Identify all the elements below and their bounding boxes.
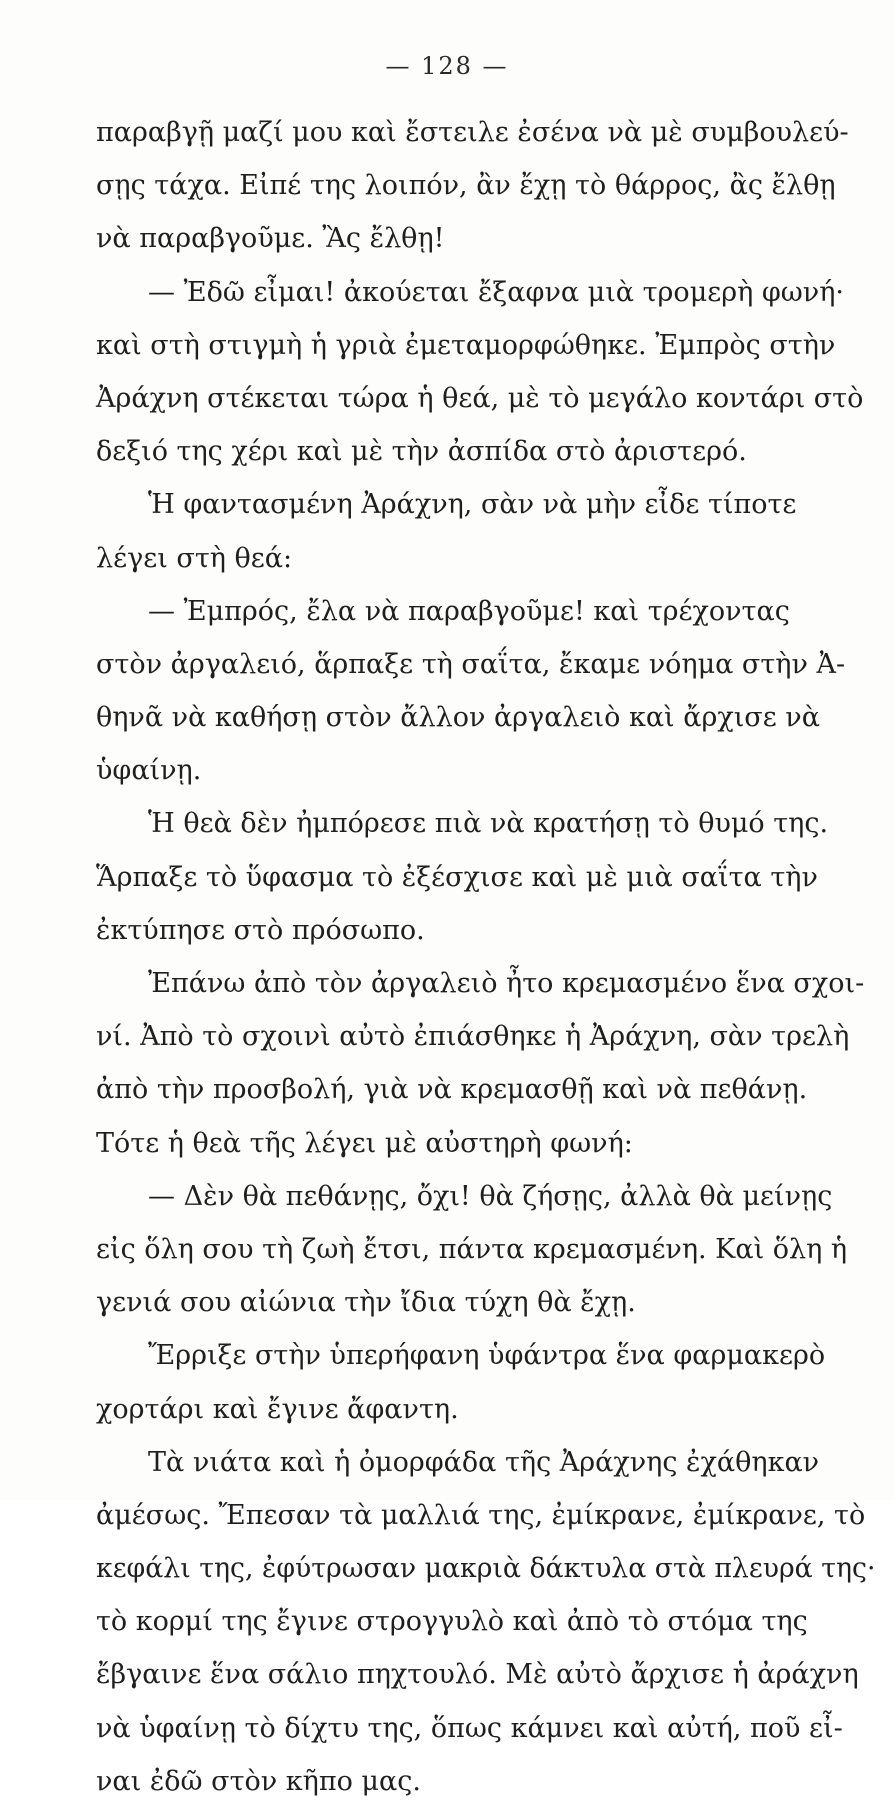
text-line: Ἀράχνη στέκεται τώρα ἡ θεά, μὲ τὸ μεγάλο κοντάρι στὸ [96, 382, 864, 414]
text-line: Ἐπάνω ἀπὸ τὸν ἀργαλειὸ ἦτο κρεμασμένο ἕνα σχοι- [148, 968, 865, 999]
text-line: — Ἐμπρός, ἔλα νὰ παραβγοῦμε! καὶ τρέχοντας [148, 595, 790, 627]
text-line: ἔβγαινε ἕνα σάλιο πηχτουλό. Μὲ αὐτὸ ἄρχισε ἡ ἀράχνη [96, 1659, 859, 1691]
page-number: — 128 — [385, 52, 509, 80]
text-line: παραβγῇ μαζί μου καὶ ἔστειλε ἐσένα νὰ μὲ συμβουλεύ- [96, 117, 849, 148]
text-line: σῃς τάχα. Εἰπέ της λοιπόν, ἂν ἔχῃ τὸ θάρρος, ἂς ἔλθῃ [96, 170, 836, 202]
text-line: Ἡ θεὰ δὲν ἠμπόρεσε πιὰ νὰ κρατήσῃ τὸ θυμό της. [148, 808, 829, 840]
body-text [96, 106, 876, 1808]
text-line: κεφάλι της, ἐφύτρωσαν μακριὰ δάκτυλα στὰ πλευρά της· [96, 1553, 876, 1585]
text-line: ἀπὸ τὴν προσβολή, γιὰ νὰ κρεμασθῇ καὶ νὰ πεθάνῃ. [96, 1074, 808, 1106]
text-line: Τὰ νιάτα καὶ ἡ ὀμορφάδα τῆς Ἀράχνης ἐχάθηκαν [148, 1446, 820, 1478]
text-line: ναι ἐδῶ στὸν κῆπο μας. [96, 1765, 421, 1797]
text-line: — Ἐδῶ εἶμαι! ἀκούεται ἔξαφνα μιὰ τρομερὴ φωνή· [148, 276, 844, 308]
text-line: Ἡ φαντασμένη Ἀράχνη, σὰν νὰ μὴν εἶδε τίποτε [148, 489, 797, 521]
text-line: ἀμέσως. Ἔπεσαν τὰ μαλλιά της, ἐμίκρανε, ἐμίκρανε, τὸ [96, 1499, 866, 1531]
text-line: καὶ στὴ στιγμὴ ἡ γριὰ ἐμεταμορφώθηκε. Ἐμπρὸς στὴν [96, 329, 836, 361]
text-line: νὰ παραβγοῦμε. Ἂς ἔλθῃ! [96, 223, 445, 255]
text-line: — Δὲν θὰ πεθάνῃς, ὄχι! θὰ ζήσῃς, ἀλλὰ θὰ μείνῃς [148, 1180, 833, 1212]
text-line: γενιά σου αἰώνια τὴν ἴδια τύχη θὰ ἔχῃ. [96, 1287, 636, 1319]
text-line: θηνᾶ νὰ καθήσῃ στὸν ἄλλον ἀργαλειὸ καὶ ἄρχισε νὰ [96, 702, 820, 734]
text-line: τὸ κορμί της ἔγινε στρογγυλὸ καὶ ἀπὸ τὸ στόμα της [96, 1606, 808, 1638]
text-line: δεξιό της χέρι καὶ μὲ τὴν ἀσπίδα στὸ ἀριστερό. [96, 436, 747, 468]
text-line: στὸν ἀργαλειό, ἅρπαξε τὴ σαΐτα, ἔκαμε νόημα στὴν Ἀ- [96, 648, 846, 680]
text-line: Ἔρριξε στὴν ὑπερήφανη ὑφάντρα ἕνα φαρμακερὸ [148, 1340, 826, 1372]
text-line: νὰ ὑφαίνῃ τὸ δίχτυ της, ὅπως κάμνει καὶ αὐτή, ποῦ εἶ- [96, 1712, 843, 1744]
text-line: χορτάρι καὶ ἔγινε ἄφαντη. [96, 1393, 459, 1425]
text-line: ὑφαίνῃ. [96, 755, 202, 787]
text-line: νί. Ἀπὸ τὸ σχοινὶ αὐτὸ ἐπιάσθηκε ἡ Ἀράχνη, σὰν τρελὴ [96, 1021, 850, 1053]
text-line: εἰς ὅλη σου τὴ ζωὴ ἔτσι, πάντα κρεμασμένη. Καὶ ὅλη ἡ [96, 1233, 848, 1265]
text-line: Τότε ἡ θεὰ τῆς λέγει μὲ αὐστηρὴ φωνή: [96, 1127, 633, 1159]
text-line: ἐκτύπησε στὸ πρόσωπο. [96, 914, 425, 946]
text-line: Ἅρπαξε τὸ ὕφασμα τὸ ἐξέσχισε καὶ μὲ μιὰ σαΐτα τὴν [96, 861, 818, 893]
text-line: λέγει στὴ θεά: [96, 542, 293, 574]
